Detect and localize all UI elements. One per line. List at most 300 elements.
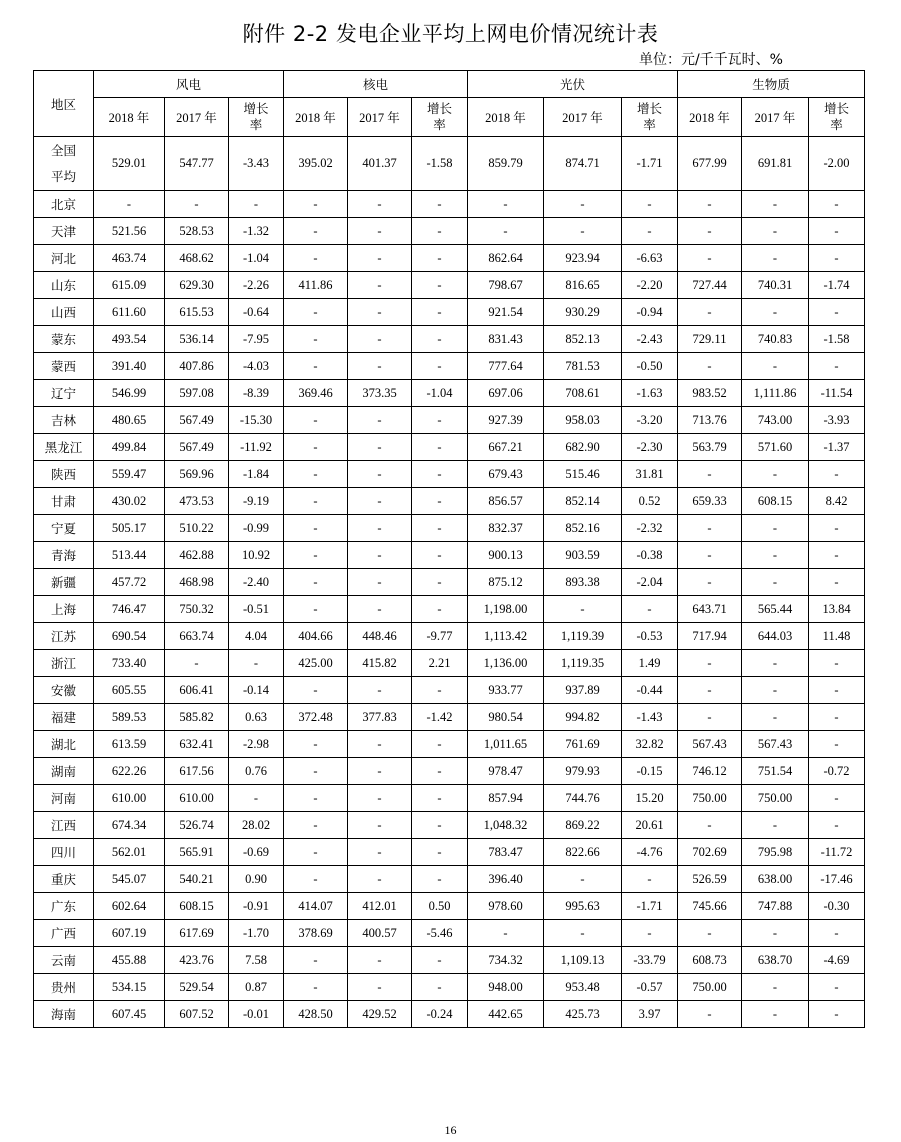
value-cell: 852.14 <box>544 488 622 515</box>
value-cell: 995.63 <box>544 893 622 920</box>
value-cell: -0.51 <box>229 596 284 623</box>
region-cell: 蒙西 <box>34 353 94 380</box>
table-row <box>34 515 865 542</box>
value-cell: 783.47 <box>468 839 544 866</box>
value-cell: -11.72 <box>809 839 865 866</box>
value-cell: 697.06 <box>468 380 544 407</box>
group-header-solar: 光伏 <box>468 71 678 98</box>
value-cell: 740.83 <box>742 326 809 353</box>
value-cell: - <box>678 515 742 542</box>
value-cell: - <box>348 245 412 272</box>
value-cell: 729.11 <box>678 326 742 353</box>
value-cell: 457.72 <box>94 569 165 596</box>
value-cell: -2.26 <box>229 272 284 299</box>
value-cell: 677.99 <box>678 137 742 191</box>
value-cell: -0.15 <box>622 758 678 785</box>
value-cell: - <box>348 974 412 1001</box>
value-cell: 921.54 <box>468 299 544 326</box>
value-cell: - <box>809 191 865 218</box>
value-cell: 610.00 <box>94 785 165 812</box>
value-cell: - <box>412 785 468 812</box>
value-cell: -1.37 <box>809 434 865 461</box>
value-cell: - <box>348 191 412 218</box>
value-cell: - <box>284 974 348 1001</box>
value-cell: 567.43 <box>678 731 742 758</box>
value-cell: 629.30 <box>165 272 229 299</box>
value-cell: - <box>742 812 809 839</box>
value-cell: 528.53 <box>165 218 229 245</box>
value-cell: - <box>678 812 742 839</box>
value-cell: 546.99 <box>94 380 165 407</box>
table-row <box>34 191 865 218</box>
value-cell: 31.81 <box>622 461 678 488</box>
value-cell: - <box>809 515 865 542</box>
value-cell: - <box>284 785 348 812</box>
value-cell: -0.72 <box>809 758 865 785</box>
value-cell: 0.87 <box>229 974 284 1001</box>
value-cell: - <box>412 866 468 893</box>
value-cell: 569.96 <box>165 461 229 488</box>
value-cell: 513.44 <box>94 542 165 569</box>
value-cell: -0.99 <box>229 515 284 542</box>
value-cell: - <box>348 434 412 461</box>
value-cell: 744.76 <box>544 785 622 812</box>
value-cell: 411.86 <box>284 272 348 299</box>
value-cell: 746.12 <box>678 758 742 785</box>
table-row <box>34 920 865 947</box>
value-cell: 743.00 <box>742 407 809 434</box>
value-cell: 777.64 <box>468 353 544 380</box>
value-cell: - <box>412 947 468 974</box>
subheader-biomass-growth-rate <box>809 98 865 137</box>
value-cell: 505.17 <box>94 515 165 542</box>
value-cell: - <box>412 758 468 785</box>
growth-rate-label-line2: 率 <box>830 117 843 132</box>
value-cell: 708.61 <box>544 380 622 407</box>
value-cell: - <box>348 218 412 245</box>
table-row <box>34 785 865 812</box>
table-row <box>34 731 865 758</box>
value-cell: - <box>412 488 468 515</box>
region-cell: 蒙东 <box>34 326 94 353</box>
value-cell: 391.40 <box>94 353 165 380</box>
value-cell: - <box>809 974 865 1001</box>
value-cell: - <box>809 299 865 326</box>
value-cell: -0.38 <box>622 542 678 569</box>
value-cell: 857.94 <box>468 785 544 812</box>
value-cell: -0.01 <box>229 1001 284 1028</box>
value-cell: - <box>284 542 348 569</box>
value-cell: 727.44 <box>678 272 742 299</box>
region-cell: 河北 <box>34 245 94 272</box>
value-cell: 606.41 <box>165 677 229 704</box>
value-cell: 923.94 <box>544 245 622 272</box>
value-cell: 927.39 <box>468 407 544 434</box>
value-cell: - <box>348 812 412 839</box>
value-cell: - <box>742 461 809 488</box>
value-cell: 979.93 <box>544 758 622 785</box>
value-cell: - <box>412 326 468 353</box>
value-cell: 875.12 <box>468 569 544 596</box>
value-cell: - <box>284 515 348 542</box>
value-cell: 567.43 <box>742 731 809 758</box>
value-cell: 559.47 <box>94 461 165 488</box>
region-cell <box>34 137 94 191</box>
value-cell: 674.34 <box>94 812 165 839</box>
value-cell: - <box>809 542 865 569</box>
value-cell: - <box>622 596 678 623</box>
growth-rate-label-line1: 增长 <box>243 101 269 116</box>
value-cell: -1.84 <box>229 461 284 488</box>
value-cell: 937.89 <box>544 677 622 704</box>
value-cell: 480.65 <box>94 407 165 434</box>
value-cell: - <box>809 677 865 704</box>
page-title: 附件 2-2 发电企业平均上网电价情况统计表 <box>242 22 659 46</box>
value-cell: - <box>284 839 348 866</box>
value-cell: 0.90 <box>229 866 284 893</box>
value-cell: 994.82 <box>544 704 622 731</box>
value-cell: 717.94 <box>678 623 742 650</box>
value-cell: 0.52 <box>622 488 678 515</box>
value-cell: 607.52 <box>165 1001 229 1028</box>
value-cell: -5.46 <box>412 920 468 947</box>
region-cell: 河南 <box>34 785 94 812</box>
value-cell: 751.54 <box>742 758 809 785</box>
growth-rate-label-line2: 率 <box>433 117 446 132</box>
value-cell: - <box>348 731 412 758</box>
value-cell: 378.69 <box>284 920 348 947</box>
value-cell: - <box>678 245 742 272</box>
value-cell: -8.39 <box>229 380 284 407</box>
value-cell: 611.60 <box>94 299 165 326</box>
value-cell: 602.64 <box>94 893 165 920</box>
value-cell: -9.19 <box>229 488 284 515</box>
value-cell: 740.31 <box>742 272 809 299</box>
value-cell: - <box>544 920 622 947</box>
value-cell: - <box>348 758 412 785</box>
growth-rate-label-line1: 增长 <box>824 101 850 116</box>
value-cell: 610.00 <box>165 785 229 812</box>
value-cell: - <box>809 731 865 758</box>
value-cell: - <box>809 785 865 812</box>
value-cell: 978.60 <box>468 893 544 920</box>
value-cell: - <box>678 191 742 218</box>
region-cell-line2: 平均 <box>50 168 76 184</box>
value-cell: - <box>678 569 742 596</box>
value-cell: 401.37 <box>348 137 412 191</box>
value-cell: 521.56 <box>94 218 165 245</box>
table-row <box>34 407 865 434</box>
value-cell: 679.43 <box>468 461 544 488</box>
value-cell: 428.50 <box>284 1001 348 1028</box>
value-cell: 567.49 <box>165 407 229 434</box>
value-cell: - <box>809 569 865 596</box>
value-cell: - <box>284 812 348 839</box>
value-cell: -1.58 <box>809 326 865 353</box>
region-cell: 重庆 <box>34 866 94 893</box>
value-cell: 0.76 <box>229 758 284 785</box>
value-cell: - <box>284 434 348 461</box>
value-cell: 781.53 <box>544 353 622 380</box>
value-cell: 746.47 <box>94 596 165 623</box>
value-cell: - <box>742 1001 809 1028</box>
value-cell: 632.41 <box>165 731 229 758</box>
value-cell: 1,198.00 <box>468 596 544 623</box>
value-cell: 856.57 <box>468 488 544 515</box>
value-cell: 10.92 <box>229 542 284 569</box>
page-number: 16 <box>444 1123 457 1137</box>
value-cell: 798.67 <box>468 272 544 299</box>
value-cell: 0.63 <box>229 704 284 731</box>
group-header-nuclear: 核电 <box>284 71 468 98</box>
value-cell: -1.71 <box>622 137 678 191</box>
group-header-biomass: 生物质 <box>678 71 865 98</box>
value-cell: - <box>165 191 229 218</box>
region-cell: 湖南 <box>34 758 94 785</box>
value-cell: - <box>348 461 412 488</box>
table-row <box>34 623 865 650</box>
value-cell: -3.20 <box>622 407 678 434</box>
subheader-wind-2018: 2018 年 <box>94 98 165 137</box>
value-cell: 415.82 <box>348 650 412 677</box>
value-cell: - <box>348 947 412 974</box>
value-cell: - <box>284 407 348 434</box>
value-cell: 400.57 <box>348 920 412 947</box>
value-cell: -4.03 <box>229 353 284 380</box>
value-cell: 20.61 <box>622 812 678 839</box>
value-cell: - <box>742 920 809 947</box>
subheader-biomass-2017: 2017 年 <box>742 98 809 137</box>
table-row <box>34 812 865 839</box>
value-cell: - <box>412 461 468 488</box>
value-cell: 893.38 <box>544 569 622 596</box>
value-cell: -2.40 <box>229 569 284 596</box>
value-cell: 638.00 <box>742 866 809 893</box>
value-cell: -1.32 <box>229 218 284 245</box>
value-cell: - <box>284 461 348 488</box>
value-cell: 608.73 <box>678 947 742 974</box>
value-cell: 747.88 <box>742 893 809 920</box>
value-cell: -3.93 <box>809 407 865 434</box>
value-cell: 414.07 <box>284 893 348 920</box>
value-cell: -2.30 <box>622 434 678 461</box>
value-cell: 822.66 <box>544 839 622 866</box>
value-cell: - <box>742 245 809 272</box>
value-cell: - <box>412 542 468 569</box>
value-cell: - <box>229 191 284 218</box>
region-cell: 广东 <box>34 893 94 920</box>
region-cell: 湖北 <box>34 731 94 758</box>
value-cell: 644.03 <box>742 623 809 650</box>
value-cell: 795.98 <box>742 839 809 866</box>
table-row <box>34 299 865 326</box>
growth-rate-label-line1: 增长 <box>426 101 452 116</box>
value-cell: 462.88 <box>165 542 229 569</box>
value-cell: -1.63 <box>622 380 678 407</box>
value-cell: - <box>412 218 468 245</box>
table-header <box>34 71 865 137</box>
value-cell: -0.24 <box>412 1001 468 1028</box>
table-row <box>34 596 865 623</box>
value-cell: -1.70 <box>229 920 284 947</box>
value-cell: 372.48 <box>284 704 348 731</box>
table-row <box>34 434 865 461</box>
value-cell: - <box>809 920 865 947</box>
value-cell: -2.20 <box>622 272 678 299</box>
growth-rate-label-line2: 率 <box>643 117 656 132</box>
value-cell: - <box>742 191 809 218</box>
value-cell: 659.33 <box>678 488 742 515</box>
table-row <box>34 353 865 380</box>
value-cell: - <box>809 353 865 380</box>
value-cell: - <box>348 677 412 704</box>
value-cell: -2.32 <box>622 515 678 542</box>
value-cell: - <box>742 974 809 1001</box>
value-cell: 622.26 <box>94 758 165 785</box>
value-cell: 852.13 <box>544 326 622 353</box>
value-cell: 1.49 <box>622 650 678 677</box>
value-cell: - <box>678 677 742 704</box>
value-cell: - <box>412 191 468 218</box>
value-cell: - <box>468 920 544 947</box>
value-cell: - <box>678 461 742 488</box>
value-cell: - <box>348 596 412 623</box>
value-cell: 473.53 <box>165 488 229 515</box>
value-cell: 468.98 <box>165 569 229 596</box>
value-cell: - <box>678 1001 742 1028</box>
value-cell: 978.47 <box>468 758 544 785</box>
value-cell: 563.79 <box>678 434 742 461</box>
value-cell: 32.82 <box>622 731 678 758</box>
value-cell: - <box>809 245 865 272</box>
value-cell: 529.54 <box>165 974 229 1001</box>
value-cell: - <box>284 947 348 974</box>
value-cell: 667.21 <box>468 434 544 461</box>
value-cell: 852.16 <box>544 515 622 542</box>
value-cell: - <box>809 704 865 731</box>
region-cell: 浙江 <box>34 650 94 677</box>
value-cell: 536.14 <box>165 326 229 353</box>
value-cell: 567.49 <box>165 434 229 461</box>
growth-rate-label-line2: 率 <box>249 117 263 132</box>
region-cell: 江苏 <box>34 623 94 650</box>
region-cell: 北京 <box>34 191 94 218</box>
value-cell: 373.35 <box>348 380 412 407</box>
value-cell: - <box>742 218 809 245</box>
value-cell: -1.42 <box>412 704 468 731</box>
value-cell: - <box>348 353 412 380</box>
region-cell: 山东 <box>34 272 94 299</box>
value-cell: 983.52 <box>678 380 742 407</box>
value-cell: 404.66 <box>284 623 348 650</box>
value-cell: 613.59 <box>94 731 165 758</box>
value-cell: 1,048.32 <box>468 812 544 839</box>
value-cell: -9.77 <box>412 623 468 650</box>
region-cell: 云南 <box>34 947 94 974</box>
region-cell: 陕西 <box>34 461 94 488</box>
value-cell: 562.01 <box>94 839 165 866</box>
value-cell: - <box>412 353 468 380</box>
value-cell: 831.43 <box>468 326 544 353</box>
table-row <box>34 218 865 245</box>
table-row <box>34 245 865 272</box>
value-cell: - <box>809 1001 865 1028</box>
value-cell: - <box>544 866 622 893</box>
table-row <box>34 272 865 299</box>
value-cell: - <box>412 272 468 299</box>
value-cell: 682.90 <box>544 434 622 461</box>
value-cell: - <box>622 920 678 947</box>
value-cell: -0.44 <box>622 677 678 704</box>
value-cell: 832.37 <box>468 515 544 542</box>
value-cell: 958.03 <box>544 407 622 434</box>
table-body <box>34 137 865 1028</box>
unit-label: 单位：元/千千瓦时、% <box>638 52 783 68</box>
value-cell: - <box>678 542 742 569</box>
value-cell: - <box>468 191 544 218</box>
value-cell: 526.59 <box>678 866 742 893</box>
value-cell: 28.02 <box>229 812 284 839</box>
value-cell: 448.46 <box>348 623 412 650</box>
value-cell: 750.00 <box>678 785 742 812</box>
value-cell: 468.62 <box>165 245 229 272</box>
value-cell: 953.48 <box>544 974 622 1001</box>
value-cell: 869.22 <box>544 812 622 839</box>
value-cell: - <box>742 704 809 731</box>
value-cell: 745.66 <box>678 893 742 920</box>
value-cell: -15.30 <box>229 407 284 434</box>
value-cell: - <box>284 596 348 623</box>
region-cell: 天津 <box>34 218 94 245</box>
region-cell-line1: 全国 <box>50 142 76 158</box>
value-cell: -2.43 <box>622 326 678 353</box>
value-cell: 0.50 <box>412 893 468 920</box>
value-cell: - <box>165 650 229 677</box>
table-row <box>34 758 865 785</box>
value-cell: -0.64 <box>229 299 284 326</box>
value-cell: 933.77 <box>468 677 544 704</box>
value-cell: 900.13 <box>468 542 544 569</box>
value-cell: - <box>348 272 412 299</box>
value-cell: - <box>412 812 468 839</box>
subheader-nuclear-2017: 2017 年 <box>348 98 412 137</box>
value-cell: 11.48 <box>809 623 865 650</box>
value-cell: -6.63 <box>622 245 678 272</box>
value-cell: 691.81 <box>742 137 809 191</box>
value-cell: - <box>544 596 622 623</box>
region-cell: 宁夏 <box>34 515 94 542</box>
table-row <box>34 137 865 191</box>
value-cell: 597.08 <box>165 380 229 407</box>
value-cell: -1.71 <box>622 893 678 920</box>
table-row <box>34 893 865 920</box>
value-cell: 607.45 <box>94 1001 165 1028</box>
value-cell: 948.00 <box>468 974 544 1001</box>
value-cell: - <box>284 326 348 353</box>
value-cell: -0.50 <box>622 353 678 380</box>
region-cell: 贵州 <box>34 974 94 1001</box>
value-cell: 395.02 <box>284 137 348 191</box>
value-cell: 761.69 <box>544 731 622 758</box>
value-cell: 529.01 <box>94 137 165 191</box>
value-cell: - <box>284 245 348 272</box>
value-cell: 930.29 <box>544 299 622 326</box>
value-cell: - <box>284 353 348 380</box>
value-cell: - <box>284 218 348 245</box>
value-cell: 463.74 <box>94 245 165 272</box>
value-cell: 733.40 <box>94 650 165 677</box>
value-cell: 13.84 <box>809 596 865 623</box>
